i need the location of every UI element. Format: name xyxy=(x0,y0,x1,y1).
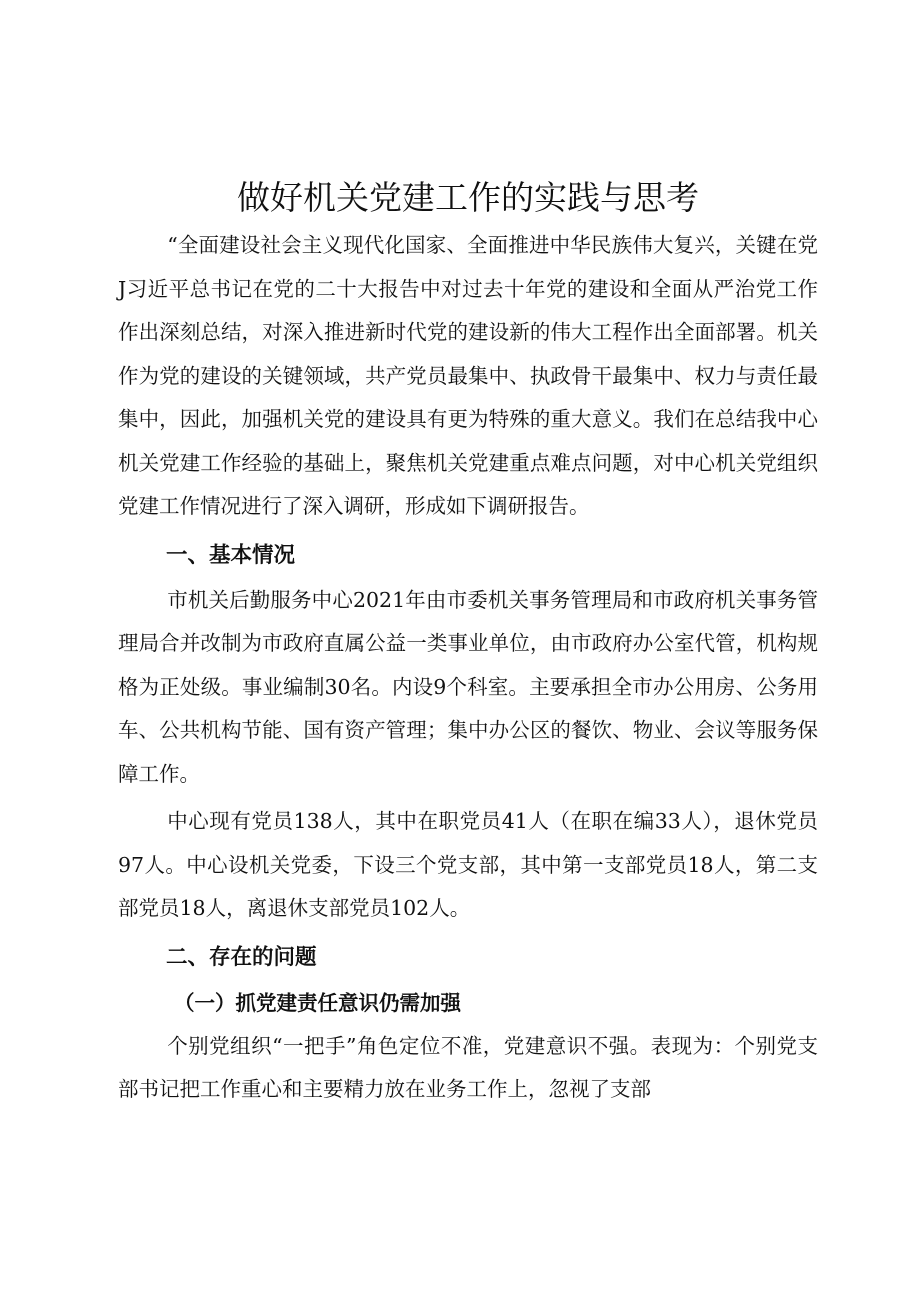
document-body xyxy=(118,172,818,1112)
document-title: 做好机关党建工作的实践与思考 xyxy=(237,178,699,217)
responsibility-paragraph: 个别党组织“一把手”角色定位不准，党建意识不强。表现为：个别党支部书记把工作重心和主要精力放在业务工作上，忽视了支部 xyxy=(118,1033,818,1101)
intro-paragraph: “全面建设社会主义现代化国家、全面推进中华民族伟大复兴，关键在党J习近平总书记在党的二十大报告中对过去十年党的建设和全面从严治党工作作出深刻总结，对深入推进新时代党的建设新的伟大工程作出全面部署。机关作为党的建设的关键领域，共产党员最集中、执政骨干最集中、权力与责任最集中，因此，加强机关党的建设具有更为特殊的重大意义。我们在总结我中心机关党建工作经验的基础上，聚焦机关党建重点难点问题，对中心机关党组织党建工作情况进行了深入调研，形成如下调研报告。 xyxy=(118,233,818,518)
basic-info-paragraph: 市机关后勤服务中心2021年由市委机关事务管理局和市政府机关事务管理局合并改制为市政府直属公益一类事业单位，由市政府办公室代管，机构规格为正处级。事业编制30名。内设9个科室。主要承担全市办公用房、公务用车、公共机构节能、国有资产管理；集中办公区的餐饮、物业、会议等服务保障工作。 xyxy=(118,587,818,786)
member-stats-paragraph: 中心现有党员138人，其中在职党员41人（在职在编33人），退休党员97人。中心设机关党委，下设三个党支部，其中第一支部党员18人，第二支部党员18人，离退休支部党员102人。 xyxy=(118,809,818,920)
section-heading-basic: 一、基本情况 xyxy=(166,542,296,568)
subsection-heading-responsibility: （一）抓党建责任意识仍需加强 xyxy=(174,990,461,1015)
section-heading-problems: 二、存在的问题 xyxy=(166,944,317,970)
